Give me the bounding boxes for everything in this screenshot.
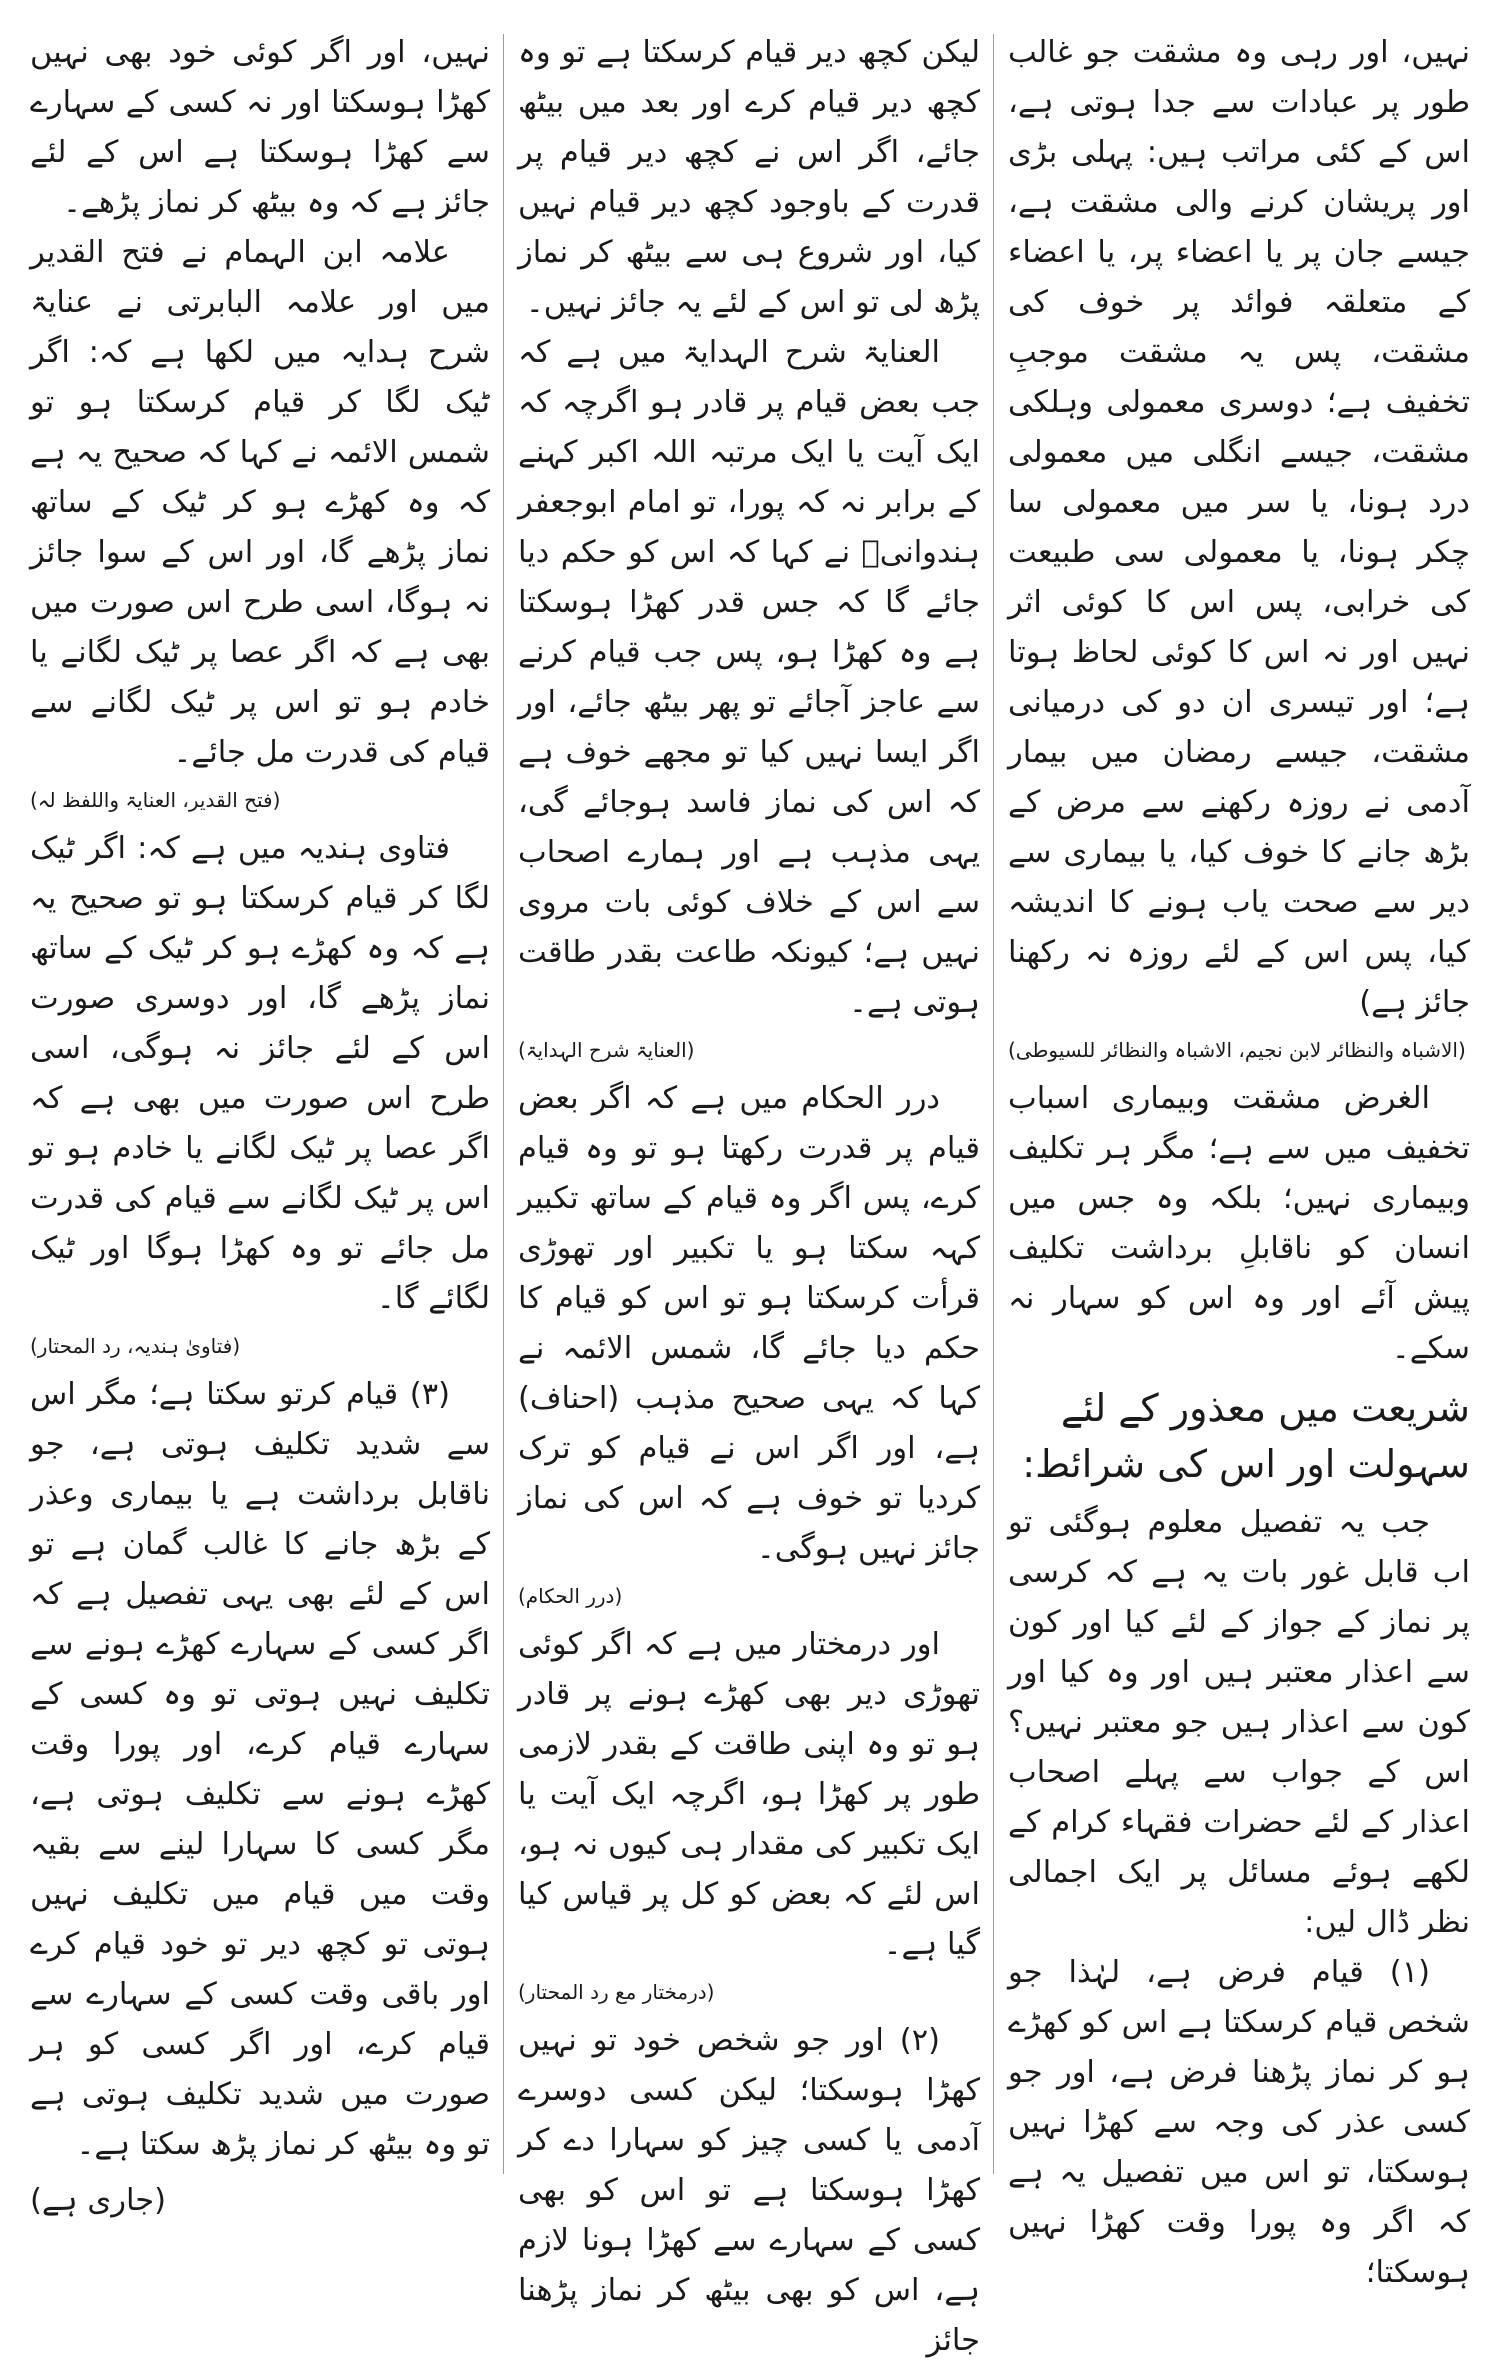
source-citation: (فتاویٰ ہندیہ، رد المحتار): [30, 1334, 241, 1358]
column-divider: [503, 34, 504, 2174]
paragraph: اور درمختار میں ہے کہ اگر کوئی تھوڑی دیر بھی کھڑے ہونے پر قادر ہو تو وہ اپنی طاقت کے بقدر لازمی طور پر کھڑا ہو، اگرچہ ایک آیت یا ایک تکبیر کی مقدار ہی کیوں نہ ہو، اس لئے کہ بعض کو کل پر قیاس کیا گیا ہے۔: [518, 1627, 980, 1962]
paragraph: جب یہ تفصیل معلوم ہوگئی تو اب قابل غور بات یہ ہے کہ کرسی پر نماز کے جواز کے لئے کیا اور کون سے اعذار معتبر ہیں اور وہ کیا اور کون سے اعذار ہیں جو معتبر نہیں؟ اس کے جواب سے پہلے اصحاب اعذار کے لئے حضرات فقہاء کرام کے لکھے ہوئے مسائل پر ایک اجمالی نظر ڈال لیں:: [1008, 1505, 1470, 1940]
paragraph: الغرض مشقت وبیماری اسباب تخفیف میں سے ہے؛ مگر ہر تکلیف وبیماری نہیں؛ بلکہ وہ جس میں انسان کو ناقابلِ برداشت تکلیف پیش آئے اور وہ اس کو سہار نہ سکے۔: [1008, 1081, 1470, 1366]
column-middle: [518, 28, 980, 2358]
source-citation: (درمختار مع رد المحتار): [518, 1980, 715, 2004]
source-citation: (فتح القدیر، العنایۃ واللفظ لہ): [30, 788, 281, 812]
paragraph: (۳) قیام کرتو سکتا ہے؛ مگر اس سے شدید تکلیف ہوتی ہے، جو ناقابل برداشت ہے یا بیماری وعذر کے بڑھ جانے کا غالب گمان ہے تو اس کے لئے بھی یہی تفصیل ہے کہ اگر کسی کے سہارے کھڑے ہونے سے تکلیف نہیں ہوتی تو وہ کسی کے سہارے قیام کرے، اور پورا وقت کھڑے ہونے سے تکلیف ہوتی ہے، مگر کسی کا سہارا لینے سے بقیہ وقت میں قیام میں تکلیف نہیں ہوتی تو کچھ دیر تو خود قیام کرے اور باقی وقت کسی کے سہارے سے قیام کرے، اور اگر کسی کو ہر صورت میں شدید تکلیف ہوتی ہے تو وہ بیٹھ کر نماز پڑھ سکتا ہے۔: [30, 1377, 490, 2162]
magazine-page: [30, 28, 1470, 2358]
paragraph: (۲) اور جو شخص خود تو نہیں کھڑا ہوسکتا؛ لیکن کسی دوسرے آدمی یا کسی چیز کو سہارا دے کر کھڑا ہوسکتا ہے تو اس کو بھی کسی کے سہارے سے کھڑا ہونا لازم ہے، اس کو بھی بیٹھ کر نماز پڑھنا جائز: [518, 2023, 980, 2358]
paragraph: درر الحکام میں ہے کہ اگر بعض قیام پر قدرت رکھتا ہو تو وہ قیام کرے، پس اگر وہ قیام کے ساتھ تکبیر کہہ سکتا ہو یا تکبیر اور تھوڑی قرأت کرسکتا ہو تو اس کو قیام کا حکم دیا جائے گا، شمس الائمہ نے کہا کہ یہی صحیح مذہب (احناف) ہے، اور اگر اس نے قیام کو ترک کردیا تو خوف ہے کہ اس کی نماز جائز نہیں ہوگی۔: [518, 1081, 980, 1566]
column-left: [30, 28, 490, 2218]
source-citation: (درر الحکام): [518, 1584, 623, 1608]
paragraph: فتاوی ہندیہ میں ہے کہ: اگر ٹیک لگا کر قیام کرسکتا ہو تو صحیح یہ ہے کہ وہ کھڑے ہو کر ٹیک کے ساتھ نماز پڑھے گا، اور دوسری صورت اس کے لئے جائز نہ ہوگی، اسی طرح اس صورت میں بھی ہے کہ اگر عصا پر ٹیک لگانے یا خادم ہو تو اس پر ٹیک لگانے سے قیام کی قدرت مل جائے تو وہ کھڑا ہوگا اور ٹیک لگائے گا۔: [30, 831, 490, 1316]
source-citation: (العنایۃ شرح الہدایۃ): [518, 1038, 695, 1062]
section-heading: شریعت میں معذور کے لئے سہولت اور اس کی شرائط:: [1022, 1386, 1470, 1486]
paragraph: (۱) قیام فرض ہے، لہٰذا جو شخص قیام کرسکتا ہے اس کو کھڑے ہو کر نماز پڑھنا فرض ہے، اور جو کسی عذر کی وجہ سے کھڑا نہیں ہوسکتا، تو اس میں تفصیل یہ ہے کہ اگر وہ پورا وقت کھڑا نہیں ہوسکتا؛: [1008, 1955, 1470, 2290]
continued-label: (جاری ہے): [30, 2183, 166, 2218]
paragraph: لیکن کچھ دیر قیام کرسکتا ہے تو وہ کچھ دیر قیام کرے اور بعد میں بیٹھ جائے، اگر اس نے کچھ دیر قیام پر قدرت کے باوجود کچھ دیر قیام نہیں کیا، اور شروع ہی سے بیٹھ کر نماز پڑھ لی تو اس کے لئے یہ جائز نہیں۔: [518, 35, 980, 320]
paragraph: نہیں، اور اگر کوئی خود بھی نہیں کھڑا ہوسکتا اور نہ کسی کے سہارے سے کھڑا ہوسکتا ہے اس کے لئے جائز ہے کہ وہ بیٹھ کر نماز پڑھے۔: [30, 35, 490, 220]
paragraph: علامہ ابن الہمام نے فتح القدیر میں اور علامہ البابرتی نے عنایۃ شرح ہدایہ میں لکھا ہے کہ: اگر ٹیک لگا کر قیام کرسکتا ہو تو شمس الائمہ نے کہا کہ صحیح یہ ہے کہ وہ کھڑے ہو کر ٹیک کے ساتھ نماز پڑھے گا، اور اس کے سوا جائز نہ ہوگا، اسی طرح اس صورت میں بھی ہے کہ اگر عصا پر ٹیک لگانے یا خادم ہو تو اس پر ٹیک لگانے سے قیام کی قدرت مل جائے۔: [30, 235, 490, 770]
paragraph: نہیں، اور رہی وہ مشقت جو غالب طور پر عبادات سے جدا ہوتی ہے، اس کے کئی مراتب ہیں: پہلی بڑی اور پریشان کرنے والی مشقت ہے، جیسے جان پر یا اعضاء پر، یا اعضاء کے متعلقہ فوائد پر خوف کی مشقت، پس یہ مشقت موجبِ تخفیف ہے؛ دوسری معمولی وہلکی مشقت، جیسے انگلی میں معمولی درد ہونا، یا سر میں معمولی سا چکر ہونا، یا معمولی سی طبیعت کی خرابی، پس اس کا کوئی اثر نہیں اور نہ اس کا کوئی لحاظ ہوتا ہے؛ اور تیسری ان دو کی درمیانی مشقت، جیسے رمضان میں بیمار آدمی نے روزہ رکھنے سے مرض کے بڑھ جانے کا خوف کیا، یا بیماری سے دیر سے صحت یاب ہونے کا اندیشہ کیا، پس اس کے لئے روزہ نہ رکھنا جائز ہے): [1008, 35, 1470, 1020]
source-citation: (الاشباہ والنظائر لابن نجیم، الاشباہ والنظائر للسیوطی): [1008, 1038, 1466, 1062]
column-divider: [993, 34, 994, 2174]
paragraph: العنایۃ شرح الہدایۃ میں ہے کہ جب بعض قیام پر قادر ہو اگرچہ کہ ایک آیت یا ایک مرتبہ اللہ اکبر کہنے کے برابر نہ کہ پورا، تو امام ابوجعفر ہندوانیؒ نے کہا کہ اس کو حکم دیا جائے گا کہ جس قدر کھڑا ہوسکتا ہے وہ کھڑا ہو، پس جب قیام کرنے سے عاجز آجائے تو پھر بیٹھ جائے، اور اگر ایسا نہیں کیا تو مجھے خوف ہے کہ اس کی نماز فاسد ہوجائے گی، یہی مذہب ہے اور ہمارے اصحاب سے اس کے خلاف کوئی بات مروی نہیں ہے؛ کیونکہ طاعت بقدر طاقت ہوتی ہے۔: [518, 335, 980, 1020]
column-right: [1008, 28, 1470, 2290]
